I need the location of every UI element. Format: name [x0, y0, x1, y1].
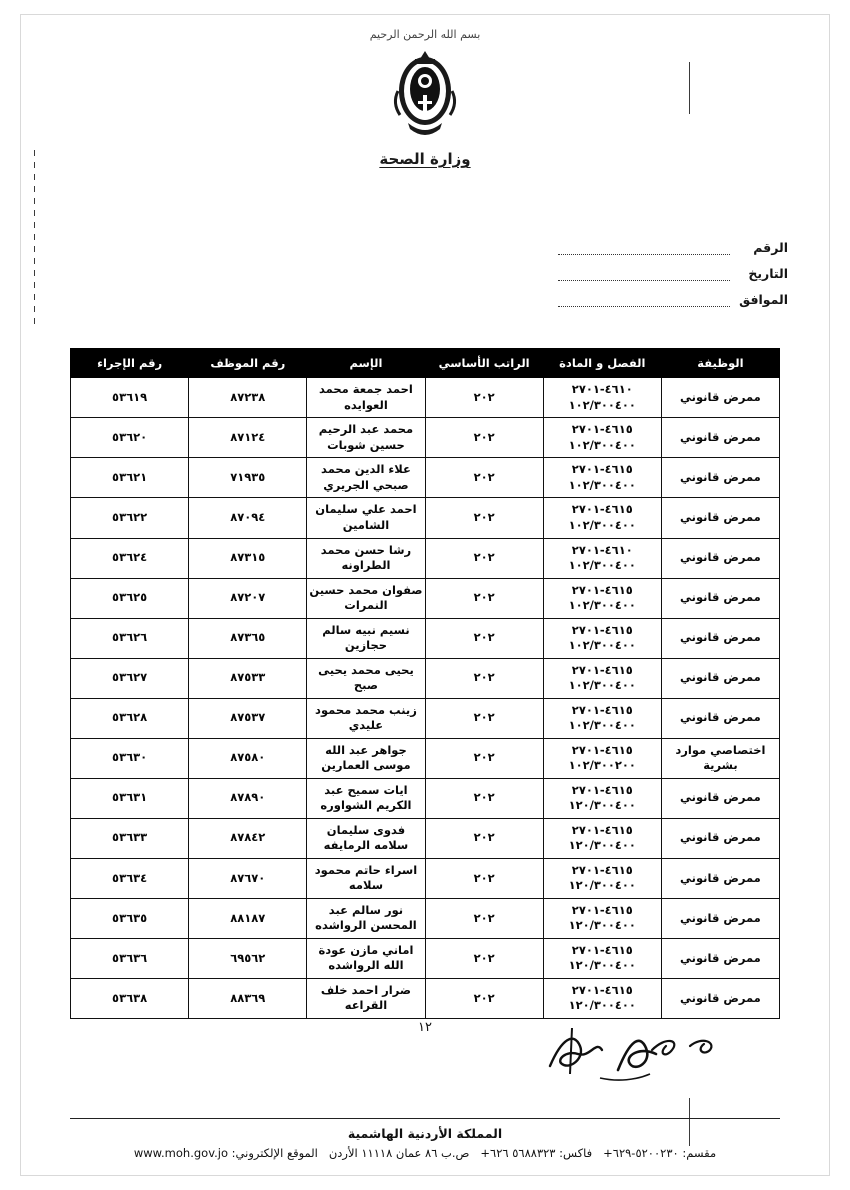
cell-employee-no: ٨٧٥٣٧ — [189, 698, 307, 738]
cell-salary: ٢٠٢ — [425, 458, 543, 498]
cell-chapter: ٤٦١٥-٢٧٠١ ١٢٠/٣٠٠٤٠٠ — [543, 978, 661, 1018]
cell-name: احمد علي سليمان الشامين — [307, 498, 425, 538]
cell-job: ممرض قانوني — [661, 898, 779, 938]
footer-divider — [70, 1118, 780, 1119]
col-chapter: الفصل و المادة — [543, 349, 661, 378]
cell-procedure-no: ٥٣٦٢٦ — [71, 618, 189, 658]
basmala-text: بسم الله الرحمن الرحيم — [369, 28, 481, 41]
cell-procedure-no: ٥٣٦١٩ — [71, 378, 189, 418]
cell-employee-no: ٨٧٠٩٤ — [189, 498, 307, 538]
cell-procedure-no: ٥٣٦٣٠ — [71, 738, 189, 778]
cell-name: محمد عبد الرحيم حسين شوبات — [307, 418, 425, 458]
cell-chapter: ٤٦١٥-٢٧٠١ ١٠٢/٣٠٠٢٠٠ — [543, 738, 661, 778]
cell-procedure-no: ٥٣٦٣٥ — [71, 898, 189, 938]
page-number: ١٢ — [418, 1020, 432, 1035]
cell-employee-no: ٨٧٢٣٨ — [189, 378, 307, 418]
footer-website-label: الموقع الإلكتروني: — [231, 1146, 318, 1160]
cell-name: اسراء حاتم محمود سلامه — [307, 858, 425, 898]
table-row — [71, 938, 780, 978]
cell-procedure-no: ٥٣٦٣٣ — [71, 818, 189, 858]
number-label: الرقم — [753, 240, 788, 255]
table-header-row — [71, 349, 780, 378]
cell-salary: ٢٠٢ — [425, 778, 543, 818]
cell-employee-no: ٨٧٣٦٥ — [189, 618, 307, 658]
date-label: التاريخ — [748, 266, 788, 281]
col-procedure-no: رقم الإجراء — [71, 349, 189, 378]
document-footer — [70, 1118, 780, 1160]
cell-name: ايات سميح عبد الكريم الشواوره — [307, 778, 425, 818]
cell-procedure-no: ٥٣٦٢٢ — [71, 498, 189, 538]
cell-employee-no: ٧١٩٣٥ — [189, 458, 307, 498]
table-row — [71, 898, 780, 938]
cell-job: ممرض قانوني — [661, 578, 779, 618]
cell-procedure-no: ٥٣٦٣٦ — [71, 938, 189, 978]
cell-job: ممرض قانوني — [661, 818, 779, 858]
meta-row-date — [558, 266, 788, 281]
table-row — [71, 618, 780, 658]
cell-chapter: ٤٦١٥-٢٧٠١ ١٠٢/٣٠٠٤٠٠ — [543, 698, 661, 738]
date-value[interactable] — [558, 269, 730, 281]
cell-procedure-no: ٥٣٦٢٠ — [71, 418, 189, 458]
document-header — [0, 28, 850, 168]
cell-name: جواهر عبد الله موسى العمارين — [307, 738, 425, 778]
cell-procedure-no: ٥٣٦٣٨ — [71, 978, 189, 1018]
cell-chapter: ٤٦١٥-٢٧٠١ ١٠٢/٣٠٠٤٠٠ — [543, 658, 661, 698]
cell-job: ممرض قانوني — [661, 658, 779, 698]
cell-chapter: ٤٦١٥-٢٧٠١ ١٢٠/٣٠٠٤٠٠ — [543, 818, 661, 858]
cell-job: ممرض قانوني — [661, 778, 779, 818]
cell-employee-no: ٦٩٥٦٢ — [189, 938, 307, 978]
table-row — [71, 498, 780, 538]
cell-salary: ٢٠٢ — [425, 578, 543, 618]
footer-website-link[interactable]: www.moh.gov.jo — [133, 1146, 228, 1160]
col-salary: الراتب الأساسي — [425, 349, 543, 378]
cell-job: ممرض قانوني — [661, 418, 779, 458]
cell-employee-no: ٨٧٨٩٠ — [189, 778, 307, 818]
cell-salary: ٢٠٢ — [425, 498, 543, 538]
cell-employee-no: ٨٨٣٦٩ — [189, 978, 307, 1018]
cell-employee-no: ٨٧٦٧٠ — [189, 858, 307, 898]
cell-procedure-no: ٥٣٦٣١ — [71, 778, 189, 818]
cell-name: رشا حسن محمد الطراونه — [307, 538, 425, 578]
cell-job: اختصاصي موارد بشرية — [661, 738, 779, 778]
footer-contact — [70, 1146, 780, 1160]
corresponding-value[interactable] — [558, 295, 730, 307]
table-row — [71, 658, 780, 698]
cell-job: ممرض قانوني — [661, 498, 779, 538]
cell-name: زينب محمد محمود عليدي — [307, 698, 425, 738]
table-header — [71, 349, 780, 378]
cell-job: ممرض قانوني — [661, 458, 779, 498]
cell-procedure-no: ٥٣٦٢٧ — [71, 658, 189, 698]
table-row — [71, 738, 780, 778]
cell-name: يحيى محمد يحيى صبح — [307, 658, 425, 698]
col-name: الإسم — [307, 349, 425, 378]
cell-salary: ٢٠٢ — [425, 978, 543, 1018]
cell-name: نور سالم عبد المحسن الرواشده — [307, 898, 425, 938]
signature-icon — [540, 1020, 750, 1090]
cell-employee-no: ٨٨١٨٧ — [189, 898, 307, 938]
cell-job: ممرض قانوني — [661, 938, 779, 978]
table-row — [71, 458, 780, 498]
cell-salary: ٢٠٢ — [425, 818, 543, 858]
cell-name: صفوان محمد حسين النمرات — [307, 578, 425, 618]
cell-chapter: ٤٦١٠-٢٧٠١ ١٠٢/٣٠٠٤٠٠ — [543, 378, 661, 418]
cell-chapter: ٤٦١٥-٢٧٠١ ١٢٠/٣٠٠٤٠٠ — [543, 898, 661, 938]
meta-row-number — [558, 240, 788, 255]
cell-employee-no: ٨٧٥٨٠ — [189, 738, 307, 778]
cell-employee-no: ٨٧٨٤٢ — [189, 818, 307, 858]
cell-name: علاء الدين محمد صبحي الجريري — [307, 458, 425, 498]
cell-salary: ٢٠٢ — [425, 618, 543, 658]
table-row — [71, 978, 780, 1018]
cell-salary: ٢٠٢ — [425, 418, 543, 458]
cell-name: اماني مازن عودة الله الرواشده — [307, 938, 425, 978]
cell-salary: ٢٠٢ — [425, 378, 543, 418]
footer-sep-2 — [469, 1146, 476, 1160]
cell-salary: ٢٠٢ — [425, 858, 543, 898]
cell-name: ضرار احمد خلف القراعه — [307, 978, 425, 1018]
cell-procedure-no: ٥٣٦٢٥ — [71, 578, 189, 618]
cell-chapter: ٤٦١٥-٢٧٠١ ١٢٠/٣٠٠٤٠٠ — [543, 778, 661, 818]
cell-salary: ٢٠٢ — [425, 738, 543, 778]
table-row — [71, 698, 780, 738]
cell-chapter: ٤٦١٥-٢٧٠١ ١٢٠/٣٠٠٤٠٠ — [543, 938, 661, 978]
table-row — [71, 578, 780, 618]
cell-employee-no: ٨٧٥٣٣ — [189, 658, 307, 698]
cell-salary: ٢٠٢ — [425, 538, 543, 578]
scan-edge-left — [34, 150, 35, 330]
number-value[interactable] — [558, 243, 730, 255]
cell-employee-no: ٨٧٣١٥ — [189, 538, 307, 578]
cell-procedure-no: ٥٣٦٢٤ — [71, 538, 189, 578]
cell-salary: ٢٠٢ — [425, 658, 543, 698]
table-row — [71, 538, 780, 578]
table-body — [71, 378, 780, 1019]
document-meta — [558, 240, 788, 318]
cell-name: احمد جمعة محمد العوايده — [307, 378, 425, 418]
cell-job: ممرض قانوني — [661, 858, 779, 898]
cell-job: ممرض قانوني — [661, 618, 779, 658]
footer-fax: فاكس: ٥٦٨٨٣٢٣ ٦٢٦+ — [480, 1146, 593, 1160]
table-row — [71, 378, 780, 418]
employees-table-wrap — [70, 348, 780, 1019]
cell-salary: ٢٠٢ — [425, 698, 543, 738]
table-row — [71, 818, 780, 858]
cell-chapter: ٤٦١٥-٢٧٠١ ١٠٢/٣٠٠٤٠٠ — [543, 618, 661, 658]
cell-chapter: ٤٦١٥-٢٧٠١ ١٠٢/٣٠٠٤٠٠ — [543, 458, 661, 498]
cell-name: فدوى سليمان سلامه الرمايفه — [307, 818, 425, 858]
cell-job: ممرض قانوني — [661, 698, 779, 738]
cell-procedure-no: ٥٣٦٢٨ — [71, 698, 189, 738]
footer-sep-1 — [592, 1146, 599, 1160]
cell-job: ممرض قانوني — [661, 378, 779, 418]
cell-chapter: ٤٦١٥-٢٧٠١ ١٠٢/٣٠٠٤٠٠ — [543, 498, 661, 538]
cell-chapter: ٤٦١٠-٢٧٠١ ١٠٢/٣٠٠٤٠٠ — [543, 538, 661, 578]
table-row — [71, 778, 780, 818]
cell-chapter: ٤٦١٥-٢٧٠١ ١٠٢/٣٠٠٤٠٠ — [543, 578, 661, 618]
table-row — [71, 858, 780, 898]
footer-kingdom: المملكة الأردنية الهاشمية — [347, 1126, 503, 1141]
cell-procedure-no: ٥٣٦٣٤ — [71, 858, 189, 898]
col-employee-no: رقم الموظف — [189, 349, 307, 378]
cell-chapter: ٤٦١٥-٢٧٠١ ١٠٢/٣٠٠٤٠٠ — [543, 418, 661, 458]
footer-sep-3 — [318, 1146, 325, 1160]
table-row — [71, 418, 780, 458]
cell-job: ممرض قانوني — [661, 978, 779, 1018]
cell-name: نسيم نبيه سالم حجازين — [307, 618, 425, 658]
corresponding-label: الموافق — [739, 292, 788, 307]
cell-procedure-no: ٥٣٦٢١ — [71, 458, 189, 498]
jordan-coat-of-arms-icon — [390, 45, 460, 141]
cell-employee-no: ٨٧٢٠٧ — [189, 578, 307, 618]
col-job: الوظيفة — [661, 349, 779, 378]
footer-address: ص.ب ٨٦ عمان ١١١١٨ الأردن — [328, 1146, 470, 1160]
footer-phone: مقسم: ٥٢٠٠٢٣٠-٦٢٩+ — [603, 1146, 717, 1160]
meta-row-corresponding — [558, 292, 788, 307]
cell-salary: ٢٠٢ — [425, 898, 543, 938]
employees-table — [70, 348, 780, 1019]
cell-job: ممرض قانوني — [661, 538, 779, 578]
cell-salary: ٢٠٢ — [425, 938, 543, 978]
cell-chapter: ٤٦١٥-٢٧٠١ ١٢٠/٣٠٠٤٠٠ — [543, 858, 661, 898]
signatures — [540, 1020, 750, 1090]
cell-employee-no: ٨٧١٢٤ — [189, 418, 307, 458]
ministry-title: وزارة الصحة — [379, 150, 471, 168]
